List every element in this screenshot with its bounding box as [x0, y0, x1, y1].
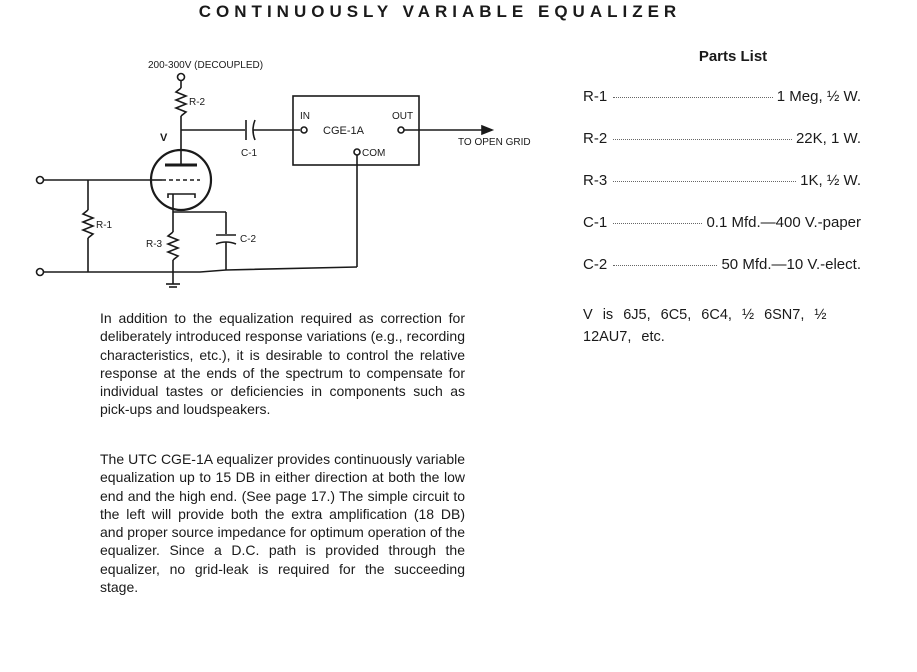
part-row-r3 [583, 172, 861, 189]
unit-in-terminal [301, 127, 307, 133]
part-id: R-1 [583, 88, 608, 105]
leader-dots [613, 265, 717, 266]
input-terminal-bottom [37, 269, 44, 276]
body-paragraph-1: In addition to the equalization required as correction for deliberately introduced response variations (e.g., recording characteristics, etc.), it is desirable to control the relative response at the ends of the spectrum to compensate for individual tastes or deficiencies in components such as pick-ups and loudspeakers. [100, 310, 465, 418]
part-id: C-1 [583, 214, 608, 231]
r3-resistor [168, 232, 178, 260]
tube-label: V [160, 132, 168, 144]
unit-out-label: OUT [392, 111, 414, 122]
unit-in-label: IN [300, 111, 310, 122]
part-value: 0.1 Mfd.—400 V.-paper [706, 214, 861, 231]
body-paragraph-2: The UTC CGE-1A equalizer provides continuously variable equalization up to 15 DB in either direction at both the low end and the high end. (See page 17.) The simple circuit to the left will provide both the extra amplification (18 DB) and proper source impedance for optimum operation of the equalizer. Since a D.C. path is provided through the equalizer, no grid-leak is required for the succeeding stage. [100, 451, 465, 596]
part-row-c2 [583, 256, 861, 273]
c1-label: C-1 [241, 148, 258, 159]
part-value: 1 Meg, ½ W. [776, 88, 861, 105]
leader-dots [613, 181, 796, 182]
part-value: 1K, ½ W. [800, 172, 861, 189]
supply-terminal [178, 74, 185, 81]
supply-label: 200-300V (DECOUPLED) [148, 60, 264, 71]
circuit-schematic [0, 0, 560, 300]
page-title: CONTINUOUSLY VARIABLE EQUALIZER [198, 2, 682, 21]
c2-label: C-2 [240, 234, 257, 245]
unit-out-terminal [398, 127, 404, 133]
unit-com-label: COM [362, 148, 386, 159]
input-terminal-top [37, 177, 44, 184]
part-value: 50 Mfd.—10 V.-elect. [721, 256, 861, 273]
part-id: R-2 [583, 130, 608, 147]
part-id: C-2 [583, 256, 608, 273]
r1-resistor [83, 210, 93, 238]
part-row-r2 [583, 130, 861, 147]
leader-dots [613, 223, 702, 224]
parts-list-title: Parts List [698, 48, 768, 65]
r2-resistor [176, 88, 186, 116]
parts-list [583, 48, 873, 273]
r3-label: R-3 [146, 239, 163, 250]
r1-label: R-1 [96, 220, 113, 231]
r2-label: R-2 [189, 97, 206, 108]
part-row-r1 [583, 88, 861, 105]
part-value: 22K, 1 W. [795, 130, 861, 147]
output-arrow [482, 126, 492, 134]
part-id: R-3 [583, 172, 608, 189]
unit-com-terminal [354, 149, 360, 155]
output-label: TO OPEN GRID [458, 137, 531, 148]
unit-name: CGE-1A [323, 125, 364, 137]
tube-types-note: V is 6J5, 6C5, 6C4, ½ 6SN7, ½ 12AU7, etc. [583, 307, 827, 345]
leader-dots [613, 139, 792, 140]
leader-dots [613, 97, 773, 98]
part-row-c1 [583, 214, 861, 231]
